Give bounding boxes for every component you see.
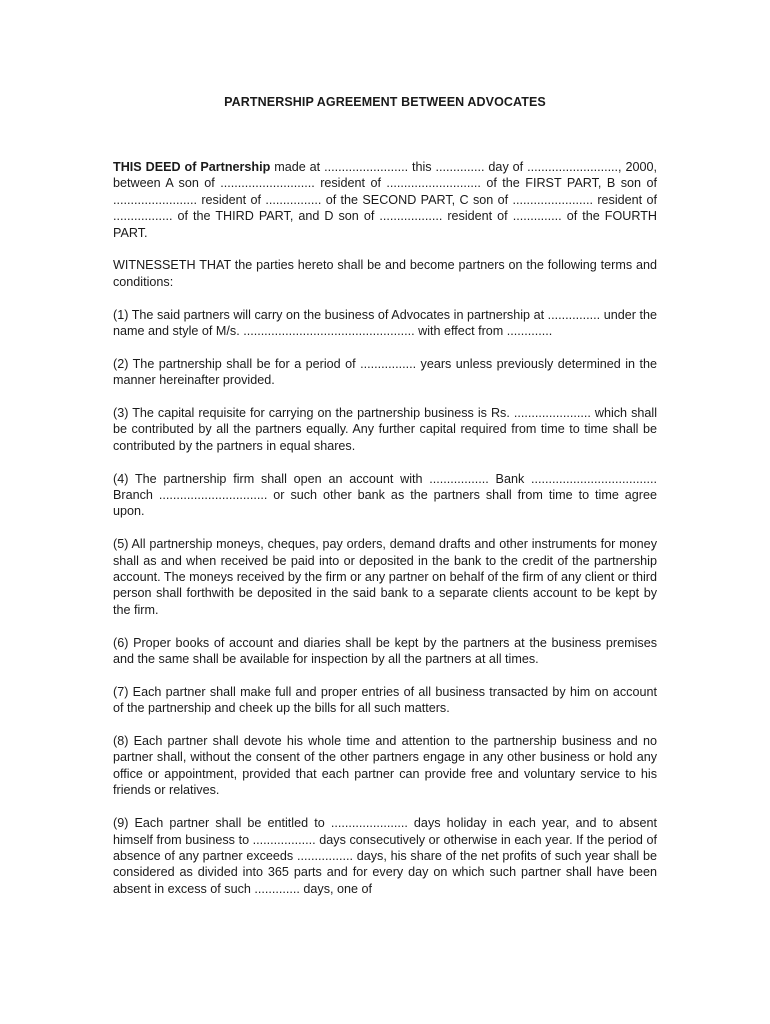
- clause-5: (5) All partnership moneys, cheques, pay orders, demand drafts and other instruments for money shall as and when received be paid into or deposited in the bank to the credit of the partnership account. The moneys received by the firm or any partner on behalf of the firm of any client or third person shall forthwith be deposited in the said bank to a separate clients account to be kept by the firm.: [113, 537, 657, 617]
- clause-3: (3) The capital requisite for carrying on the partnership business is Rs. ...................... which shall be contributed by all the partners equally. Any further capital required from time to time shall be contributed by the partners in equal shares.: [113, 406, 657, 453]
- clause-8: (8) Each partner shall devote his whole time and attention to the partnership business and no partner shall, without the consent of the other partners engage in any other business or hold any office or appointment, provided that each partner can provide free and voluntary service to his friends or relatives.: [113, 734, 657, 798]
- clause-4: (4) The partnership firm shall open an account with ................. Bank .................................... Branch ............................... or such other bank as the partners shall from time to time agree upon.: [113, 471, 657, 519]
- document-title: PARTNERSHIP AGREEMENT BETWEEN ADVOCATES: [224, 95, 546, 109]
- clause-1: (1) The said partners will carry on the business of Advocates in partnership at ............... under the name and style of M/s. ................................................. with effect from .............: [113, 307, 657, 339]
- clause-6: (6) Proper books of account and diaries shall be kept by the partners at the business premises and the same shall be available for inspection by all the partners at all times.: [113, 635, 657, 667]
- clause-9: (9) Each partner shall be entitled to ...................... days holiday in each year, and to absent himself from business to .................. days consecutively or otherwise in each year. If the period of absence of any partner exceeds ................ days, his share of the net profits of such year shall be considered as divided into 365 parts and for every day on which such partner shall have been absent in excess of such ............. days, one of: [113, 816, 657, 896]
- intro-bold-text: THIS DEED of Partnership: [113, 160, 271, 174]
- clause-7: (7) Each partner shall make full and proper entries of all business transacted by him on account of the partnership and cheek up the bills for all such matters.: [113, 684, 657, 716]
- witnesseth-paragraph: WITNESSETH THAT the parties hereto shall be and become partners on the following terms and conditions:: [113, 258, 657, 289]
- document-body: [113, 159, 657, 914]
- intro-paragraph: [113, 159, 657, 241]
- clause-2: (2) The partnership shall be for a period of ................ years unless previously determined in the manner hereinafter provided.: [113, 356, 657, 388]
- intro-text: made at ........................ this .............. day of .........................., 2000, between A son of ........................... resident of ........................... of the FIRST PART, B son of ........................ resident of ................ of the SECOND PART, C son of ....................... resident of ................. of the THIRD PART, and D son of .................. resident of .............. of the FOURTH PART.: [113, 160, 657, 240]
